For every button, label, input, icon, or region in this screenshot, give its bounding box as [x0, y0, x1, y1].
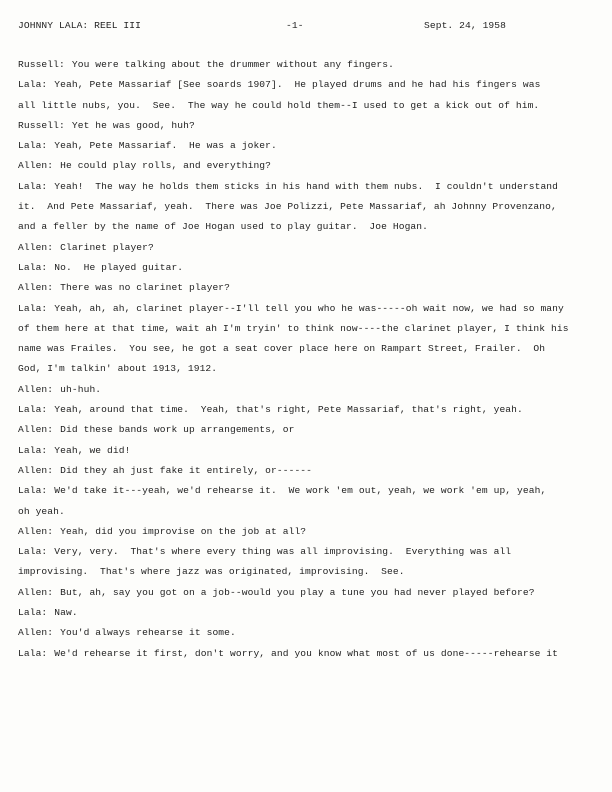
line-text: oh yeah.: [18, 505, 65, 517]
transcript-line: [18, 420, 598, 440]
transcript-line: [18, 96, 598, 116]
line-text: Yeah, ah, ah, clarinet player--I'll tell you who he was-----oh wait now, we had so many: [54, 302, 564, 314]
transcript-line: [18, 603, 598, 623]
transcript-line: [18, 156, 598, 176]
speaker-label: Lala:: [18, 180, 48, 192]
line-text: Yeah, did you improvise on the job at all?: [60, 525, 307, 537]
transcript-line: [18, 583, 598, 603]
line-text: Yeah, Pete Massariaf. He was a joker.: [54, 140, 277, 152]
line-text: Very, very. That's where every thing was all improvising. Everything was all: [54, 546, 512, 558]
line-text: But, ah, say you got on a job--would you play a tune you had never played before?: [60, 586, 535, 598]
speaker-label: Lala:: [18, 404, 48, 416]
line-text: There was no clarinet player?: [60, 282, 231, 294]
line-text: Naw.: [54, 607, 78, 619]
transcript-body: [18, 55, 598, 664]
line-text: Yeah, around that time. Yeah, that's right, Pete Massariaf, that's right, yeah.: [54, 404, 523, 416]
line-text: You'd always rehearse it some.: [60, 627, 236, 639]
transcript-line: [18, 75, 598, 95]
transcript-line: [18, 441, 598, 461]
transcript-line: [18, 319, 598, 339]
line-text: Yeah, we did!: [54, 444, 131, 456]
speaker-label: Lala:: [18, 485, 48, 497]
transcript-line: [18, 238, 598, 258]
transcript-line: [18, 258, 598, 278]
transcript-line: [18, 562, 598, 582]
line-text: No. He played guitar.: [54, 261, 184, 273]
line-text: improvising. That's where jazz was originated, improvising. See.: [18, 566, 405, 578]
transcript-line: [18, 136, 598, 156]
speaker-label: Russell:: [18, 59, 65, 70]
speaker-label: Lala:: [18, 607, 48, 619]
speaker-label: Allen:: [18, 464, 54, 476]
line-text: Yet he was good, huh?: [71, 119, 195, 131]
transcript-line: [18, 278, 598, 298]
speaker-label: Lala:: [18, 261, 48, 273]
speaker-label: Lala:: [18, 647, 48, 659]
transcript-line: [18, 623, 598, 643]
speaker-label: Allen:: [18, 627, 54, 639]
transcript-line: [18, 197, 598, 217]
speaker-label: Russell:: [18, 119, 65, 131]
speaker-label: Allen:: [18, 424, 54, 436]
line-text: all little nubs, you. See. The way he could hold them--I used to get a kick out of him.: [18, 99, 540, 111]
line-text: You were talking about the drummer without any fingers.: [71, 59, 395, 70]
transcript-line: [18, 55, 598, 75]
line-text: name was Frailes. You see, he got a seat cover place here on Rampart Street, Frailer. Oh: [18, 343, 546, 355]
line-text: and a feller by the name of Joe Hogan used to play guitar. Joe Hogan.: [18, 221, 429, 233]
line-text: Yeah! The way he holds them sticks in his hand with them nubs. I couldn't understand: [54, 180, 559, 192]
line-text: God, I'm talkin' about 1913, 1912.: [18, 363, 218, 375]
line-text: of them here at that time, wait ah I'm tryin' to think now----the clarinet player, I think his: [18, 322, 569, 334]
transcript-line: [18, 481, 598, 501]
speaker-label: Lala:: [18, 302, 48, 314]
transcript-line: [18, 542, 598, 562]
page-number: -1-: [286, 20, 304, 31]
transcript-line: [18, 339, 598, 359]
line-text: He could play rolls, and everything?: [60, 160, 272, 172]
speaker-label: Lala:: [18, 79, 48, 91]
line-text: uh-huh.: [60, 383, 102, 395]
line-text: Yeah, Pete Massariaf [See soards 1907]. He played drums and he had his fingers was: [54, 79, 541, 91]
transcript-line: [18, 177, 598, 197]
transcript-line: [18, 359, 598, 379]
speaker-label: Lala:: [18, 546, 48, 558]
transcript-line: [18, 380, 598, 400]
line-text: Did they ah just fake it entirely, or------: [60, 464, 313, 476]
speaker-label: Lala:: [18, 140, 48, 152]
speaker-label: Allen:: [18, 525, 54, 537]
transcript-line: [18, 400, 598, 420]
transcript-line: [18, 299, 598, 319]
speaker-label: Lala:: [18, 444, 48, 456]
line-text: Clarinet player?: [60, 241, 154, 253]
line-text: it. And Pete Massariaf, yeah. There was Joe Polizzi, Pete Massariaf, ah Johnny Provenzano,: [18, 201, 557, 213]
transcript-line: [18, 522, 598, 542]
transcript-line: [18, 644, 598, 664]
transcript-line: [18, 461, 598, 481]
speaker-label: Allen:: [18, 160, 54, 172]
line-text: We'd rehearse it first, don't worry, and you know what most of us done-----rehearse it: [54, 647, 559, 659]
header-title: JOHNNY LALA: REEL III: [18, 20, 142, 31]
speaker-label: Allen:: [18, 586, 54, 598]
speaker-label: Allen:: [18, 282, 54, 294]
speaker-label: Allen:: [18, 383, 54, 395]
transcript-line: [18, 116, 598, 136]
transcript-line: [18, 217, 598, 237]
line-text: Did these bands work up arrangements, or: [60, 424, 295, 436]
header-date: Sept. 24, 1958: [424, 20, 507, 31]
speaker-label: Allen:: [18, 241, 54, 253]
line-text: We'd take it---yeah, we'd rehearse it. We work 'em out, yeah, we work 'em up, yeah,: [54, 485, 547, 497]
page-header: [18, 20, 594, 34]
transcript-line: [18, 502, 598, 522]
